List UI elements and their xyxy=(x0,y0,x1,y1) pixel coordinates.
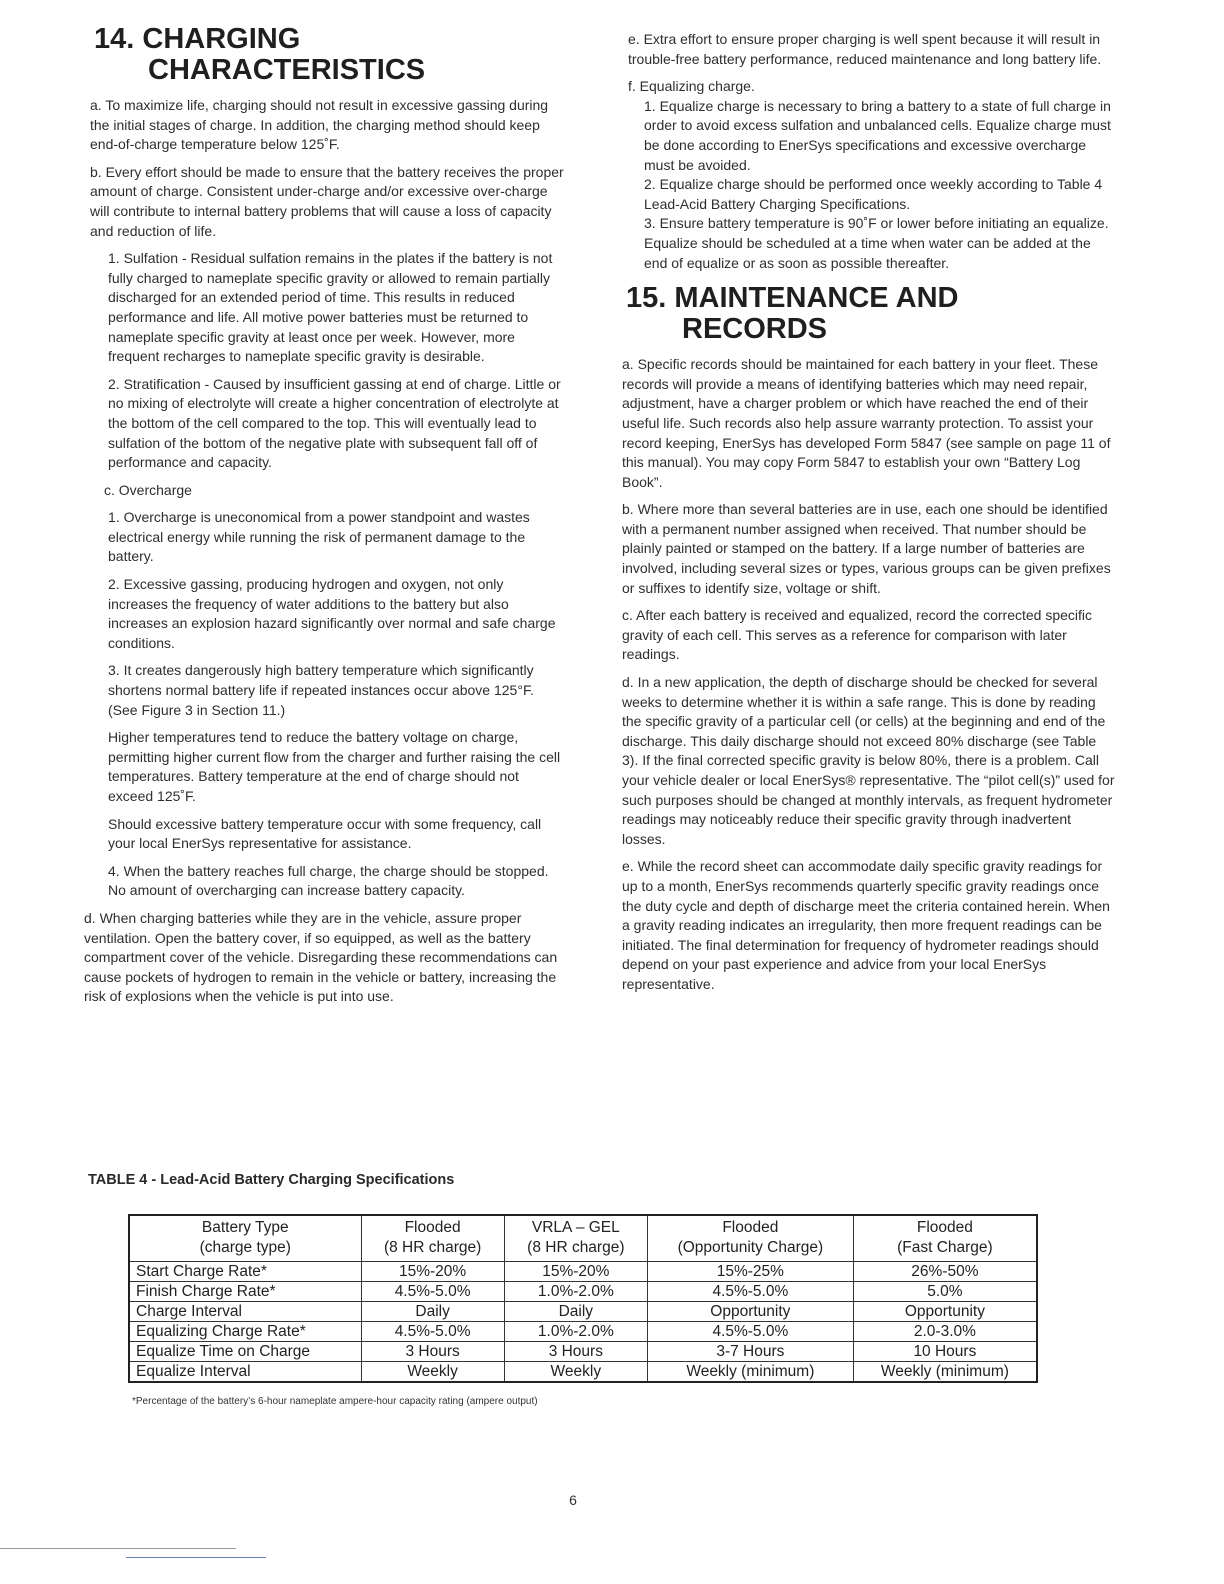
table-cell: 15%-20% xyxy=(361,1261,504,1281)
page-number: 6 xyxy=(569,1492,577,1508)
section-14-para-c4: 4. When the battery reaches full charge, the charge should be stopped. No amount of overcharging can increase battery capacity. xyxy=(108,862,549,899)
table-cell: 4.5%-5.0% xyxy=(647,1281,853,1301)
bottom-rule xyxy=(0,1548,236,1549)
table-row xyxy=(129,1281,1037,1301)
table-cell: Opportunity xyxy=(853,1301,1037,1321)
table-header-cell xyxy=(129,1215,361,1261)
header-label: Flooded xyxy=(722,1219,779,1237)
table-header-row xyxy=(129,1215,1037,1261)
left-column xyxy=(84,24,566,1015)
table-cell: 5.0% xyxy=(853,1281,1037,1301)
section-14-para-c1: 1. Overcharge is uneconomical from a power standpoint and wastes electrical energy while running the risk of permanent damage to the battery. xyxy=(108,509,530,565)
section-14-para-b: b. Every effort should be made to ensure that the battery receives the proper amount of charge. Consistent under-charge and/or excessive over-charge will contribute to internal battery problems that will cause a loss of capacity and reduction of life. xyxy=(90,163,564,239)
section-14-para-c3-assistance: Should excessive battery temperature occur with some frequency, call your local EnerSys representative for assistance. xyxy=(108,815,542,852)
section-14-heading-line2: CHARACTERISTICS xyxy=(148,54,426,86)
section-15-heading-line1: 15. MAINTENANCE AND xyxy=(626,282,959,315)
table-cell: 15%-25% xyxy=(647,1261,853,1281)
table-cell: 3 Hours xyxy=(361,1341,504,1361)
section-14-para-c: c. Overcharge xyxy=(104,481,192,498)
table-cell: Weekly xyxy=(504,1361,647,1382)
table-cell: 26%-50% xyxy=(853,1261,1037,1281)
section-15-para-c: c. After each battery is received and equalized, record the corrected specific gravity of each cell. This serves as a reference for comparison with later readings. xyxy=(622,607,1093,663)
header-label: VRLA – GEL xyxy=(531,1219,620,1237)
table-row xyxy=(129,1341,1037,1361)
header-sublabel: (charge type) xyxy=(199,1239,291,1257)
table-cell: Opportunity xyxy=(647,1301,853,1321)
header-label: Flooded xyxy=(404,1219,461,1237)
table-row xyxy=(129,1361,1037,1382)
table-cell: 3-7 Hours xyxy=(647,1341,853,1361)
section-15-heading-line2: RECORDS xyxy=(682,313,828,346)
table-cell: Weekly (minimum) xyxy=(647,1361,853,1382)
section-14-para-b1: 1. Sulfation - Residual sulfation remains in the plates if the battery is not fully charged to nameplate specific gravity or allowed to remain partially discharged for an extended period of time. This results in reduced performance and life. All motive power batteries must be returned to nameplate specific gravity at least once per week. However, more frequent recharges to nameplate specific gravity is desirable. xyxy=(108,250,553,365)
table-header-cell xyxy=(361,1215,504,1261)
table-cell: Weekly xyxy=(361,1361,504,1382)
header-sublabel: (8 HR charge) xyxy=(383,1239,482,1257)
table-row xyxy=(129,1321,1037,1341)
section-14-para-a: a. To maximize life, charging should not result in excessive gassing during the initial stages of charge. In addition, the charging method should keep end-of-charge temperature below 125˚F. xyxy=(90,97,549,153)
section-14-para-f1: 1. Equalize charge is necessary to bring a battery to a state of full charge in order to avoid excess sulfation and unbalanced cells. Equalize charge must be done according to EnerSys specifications and excessive overcharge must be avoided. xyxy=(644,97,1111,173)
header-label: Battery Type xyxy=(201,1219,289,1237)
right-column xyxy=(622,30,1116,1003)
table-header-cell xyxy=(853,1215,1037,1261)
table-cell: 2.0-3.0% xyxy=(853,1321,1037,1341)
row-label: Equalize Time on Charge xyxy=(129,1341,361,1361)
table-cell: Daily xyxy=(361,1301,504,1321)
header-sublabel: (Fast Charge) xyxy=(897,1239,993,1257)
table-row xyxy=(129,1301,1037,1321)
table-4-caption: TABLE 4 - Lead-Acid Battery Charging Specifications xyxy=(88,1172,455,1188)
table-cell: 3 Hours xyxy=(504,1341,647,1361)
section-14-para-d: d. When charging batteries while they are in the vehicle, assure proper ventilation. Open the battery cover, if so equipped, as well as the battery compartment cover of the vehicle. Disregarding these recommendations can cause pockets of hydrogen to remain in the vehicle or battery, increasing the risk of explosions when the vehicle is put into use. xyxy=(84,909,558,1005)
section-14-para-b2: 2. Stratification - Caused by insufficient gassing at end of charge. Little or no mixing of electrolyte will create a higher concentration of electrolyte at the bottom of the cell compared to the top. This will eventually lead to sulfation of the bottom of the negative plate with subsequent fall off of performance and capacity. xyxy=(108,375,561,471)
section-14-para-f2: 2. Equalize charge should be performed once weekly according to Table 4 Lead-Acid Battery Charging Specifications. xyxy=(644,176,1103,212)
row-label: Charge Interval xyxy=(129,1301,361,1321)
section-14-heading xyxy=(84,24,566,86)
section-15-para-b: b. Where more than several batteries are in use, each one should be identified with a permanent number assigned when received. That number should be plainly painted or stamped on the battery. If a large number of batteries are involved, including several sizes or types, various groups can be given prefixes or suffixes to identify size, voltage or shift. xyxy=(622,501,1111,596)
row-label: Finish Charge Rate* xyxy=(129,1281,361,1301)
table-cell: 4.5%-5.0% xyxy=(361,1321,504,1341)
table-cell: 15%-20% xyxy=(504,1261,647,1281)
section-15-heading xyxy=(622,283,1116,345)
table-footnote: *Percentage of the battery’s 6-hour nameplate ampere-hour capacity rating (ampere output) xyxy=(132,1396,538,1407)
section-15-para-e: e. While the record sheet can accommodate daily specific gravity readings for up to a month, EnerSys recommends quarterly specific gravity readings once the duty cycle and depth of discharge meet the criteria contained herein. When a gravity reading indicates an irregularity, then more frequent readings can be initiated. The final determination for frequency of hydrometer readings should depend on your past experience and advice from your local EnerSys representative. xyxy=(622,858,1110,992)
section-14-para-c3: 3. It creates dangerously high battery temperature which significantly shortens normal battery life if repeated instances occur above 125°F. (See Figure 3 in Section 11.) xyxy=(108,662,534,718)
section-14-para-f3: 3. Ensure battery temperature is 90˚F or lower before initiating an equalize. Equalize should be scheduled at a time when water can be added at the end of equalize or as soon as possible thereafter. xyxy=(644,215,1109,271)
table-cell: 1.0%-2.0% xyxy=(504,1281,647,1301)
header-label: Flooded xyxy=(916,1219,973,1237)
table-cell: Daily xyxy=(504,1301,647,1321)
table-cell: 4.5%-5.0% xyxy=(361,1281,504,1301)
section-14-heading-line1: 14. CHARGING xyxy=(94,23,301,55)
row-label: Equalizing Charge Rate* xyxy=(129,1321,361,1341)
section-14-para-f: f. Equalizing charge. xyxy=(628,78,755,95)
section-15-para-d: d. In a new application, the depth of discharge should be checked for several weeks to determine whether it is within a safe range. This is done by reading the specific gravity of a particular cell (or cells) at the beginning and end of the discharge. This daily discharge should not exceed 80% discharge (see Table 3). If the final corrected specific gravity is below 80%, there is a problem. Call your vehicle dealer or local EnerSys® representative. The “pilot cell(s)” used for such purposes should be changed at monthly intervals, as frequent hydrometer readings may noticeably reduce their specific gravity through inadvertent losses. xyxy=(622,674,1115,847)
table-cell: 10 Hours xyxy=(853,1341,1037,1361)
table-header-cell xyxy=(647,1215,853,1261)
bottom-rule-accent xyxy=(126,1557,266,1558)
row-label: Start Charge Rate* xyxy=(129,1261,361,1281)
section-14-para-c2: 2. Excessive gassing, producing hydrogen and oxygen, not only increases the frequency of water additions to the battery but also increases an explosion hazard significantly over normal and safe charge conditions. xyxy=(108,576,556,651)
table-cell: 4.5%-5.0% xyxy=(647,1321,853,1341)
table-cell: 1.0%-2.0% xyxy=(504,1321,647,1341)
row-label: Equalize Interval xyxy=(129,1361,361,1382)
charging-specs-table xyxy=(128,1214,1038,1383)
table-header-cell xyxy=(504,1215,647,1261)
header-sublabel: (Opportunity Charge) xyxy=(677,1239,824,1257)
table-cell: Weekly (minimum) xyxy=(853,1361,1037,1382)
header-sublabel: (8 HR charge) xyxy=(527,1239,625,1257)
section-14-para-c3-temperature: Higher temperatures tend to reduce the battery voltage on charge, permitting higher current flow from the charger and further raising the cell temperatures. Battery temperature at the end of charge should not exceed 125˚F. xyxy=(108,729,561,804)
table-row xyxy=(129,1261,1037,1281)
section-14-para-e: e. Extra effort to ensure proper charging is well spent because it will result in trouble-free battery performance, reduced maintenance and long battery life. xyxy=(628,31,1102,67)
section-15-para-a: a. Specific records should be maintained for each battery in your fleet. These records will provide a means of identifying batteries which may need repair, adjustment, have a charger problem or which have reached the end of their useful life. Such records also help assure warranty protection. To assist your record keeping, EnerSys has developed Form 5847 (see sample on page 11 of this manual). You may copy Form 5847 to establish your own “Battery Log Book”. xyxy=(622,356,1111,490)
